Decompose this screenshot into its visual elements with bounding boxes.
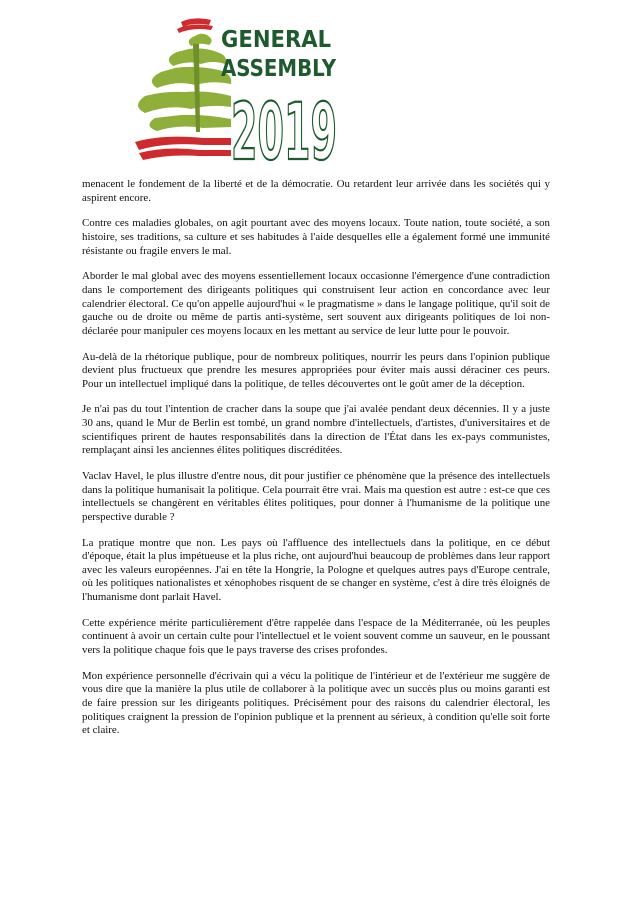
- paragraph: Je n'ai pas du tout l'intention de cracher dans la soupe que j'ai avalée pendant deux décennies. Il y a juste 30 ans, quand le Mur de Berlin est tombé, un grand nombre d'intellectuels, d'artistes, d'universitaires et de scientifiques prirent de hautes responsabilités dans la direction de l'État dans les ex-pays communistes, remplaçant ainsi les anciennes élites politiques discréditées.: [82, 403, 550, 457]
- paragraph: Vaclav Havel, le plus illustre d'entre nous, dit pour justifier ce phénomène que la présence des intellectuels dans la politique humanisait la politique. Cela pourrait être vrai. Mais ma question est autre : est-ce que ces intellectuels se changèrent en véritables élites politiques, pour donner à l'humanisme de la politique une perspective durable ?: [82, 470, 550, 523]
- logo-year-2019: [231, 87, 339, 178]
- paragraph: Au-delà de la rhétorique publique, pour de nombreux politiques, nourrir les peurs dans l'opinion publique devient plus fructueux que prendre les mesures appropriées pour éviter mais aussi déraciner ces peurs. Pour un intellectuel impliqué dans la politique, de telles découvertes ont le goût amer de la déception.: [82, 350, 550, 390]
- paragraph: Mon expérience personnelle d'écrivain qui a vécu la politique de l'intérieur et de l'extérieur me suggère de vous dire que la manière la plus utile de collaborer à la politique avec un succès plus ou moins garanti est de faire pression sur les dirigeants politiques. Précisément pour des raisons du calendrier électoral, les politiques craignent la pression de l'opinion publique et la prennent au sérieux, à condition qu'elle soit forte et claire.: [82, 669, 550, 737]
- paragraph: La pratique montre que non. Les pays où l'affluence des intellectuels dans la politique, en ce début d'époque, était la plus impétueuse et la plus riche, ont aujourd'hui beaucoup de problèmes dans leur rapport avec les valeurs européennes. J'ai en tête la Hongrie, la Pologne et quelques autres pays d'Europe centrale, où les politiques nationalistes et xénophobes risquent de se changer en système, c'est à dire très éloignés de l'humanisme dont parlait Havel.: [82, 536, 550, 603]
- logo-year-text: 2019: [231, 88, 337, 178]
- paragraph: Cette expérience mérite particulièrement d'être rappelée dans l'espace de la Méditerranée, où les peuples continuent à avoir un certain culte pour l'intellectuel et le voient souvent comme un sauveur, en le poussant vers la politique chaque fois que le pays traverse des crises profondes.: [82, 616, 550, 656]
- logo-line-general: GENERAL: [221, 27, 332, 53]
- paragraph: Aborder le mal global avec des moyens essentiellement locaux occasionne l'émergence d'une contradiction dans le comportement des dirigeants politiques qui construisent leur action en concordance avec leur calendrier électoral. Ce qu'on appelle aujourd'hui « le pragmatisme » dans le langage politique, qu'il soit de gauche ou de droite ou même de partis anti-système, sert souvent aux dirigeants politiques de loi non-déclarée pour manipuler ces moyens locaux en les mettant au service de leur lutte pour le pouvoir.: [82, 270, 550, 337]
- paragraph: menacent le fondement de la liberté et de la démocratie. Ou retardent leur arrivée dans les sociétés qui y aspirent encore.: [82, 178, 550, 204]
- body-text: [82, 178, 550, 750]
- logo-line-assembly: ASSEMBLY: [221, 56, 337, 82]
- paragraph: Contre ces maladies globales, on agit pourtant avec des moyens locaux. Toute nation, toute société, a son histoire, ses traditions, sa culture et ses habitudes à l'aide desquelles elle a également formé une immunité résistante ou fragile envers le mal.: [82, 217, 550, 257]
- general-assembly-2019-logo: [133, 14, 338, 178]
